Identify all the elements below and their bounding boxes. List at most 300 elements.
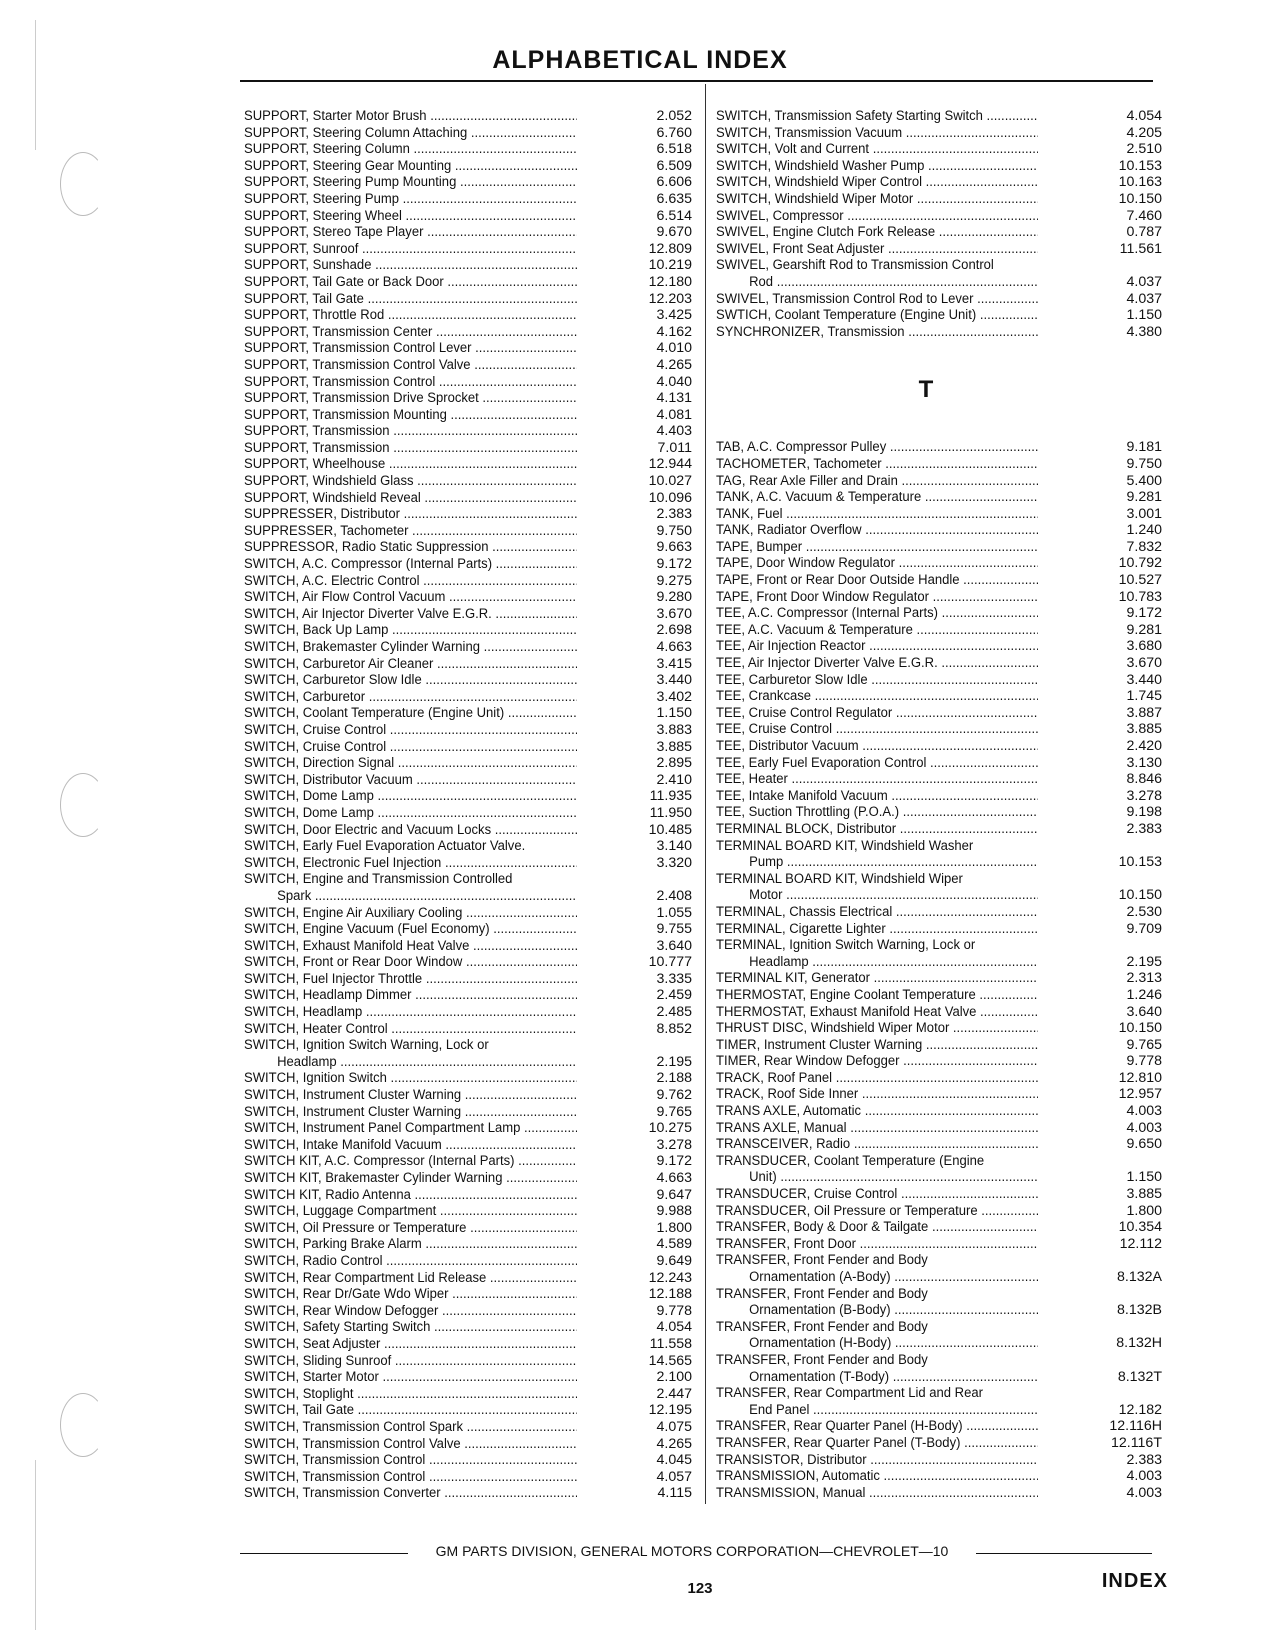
index-entry xyxy=(716,1153,1166,1170)
title-rule xyxy=(240,80,1153,82)
index-entry-label: Headlamp ..... xyxy=(716,954,1038,971)
index-entry xyxy=(716,506,1166,523)
index-entry-page: 2.530 xyxy=(1126,903,1162,920)
index-entry-label: TRANSISTOR, Distributor ..... xyxy=(716,1452,1038,1469)
index-entry-page: 1.246 xyxy=(1126,986,1162,1003)
index-entry-page: 6.606 xyxy=(656,174,692,191)
index-entry-label: SUPPRESSER, Tachometer ..... xyxy=(244,523,577,540)
index-entry-page: 12.957 xyxy=(1118,1086,1162,1103)
index-entry-page xyxy=(1066,1319,1166,1336)
index-entry-page xyxy=(1066,1286,1166,1303)
index-entry xyxy=(716,854,1166,871)
index-entry-label: SWITCH, Radio Control ..... xyxy=(244,1253,577,1270)
index-entry-label: SWITCH, A.C. Electric Control ..... xyxy=(244,573,577,590)
index-entry xyxy=(716,539,1166,556)
index-entry xyxy=(716,887,1166,904)
index-column-right xyxy=(716,108,1166,1501)
index-entry-label: TEE, Cruise Control ..... xyxy=(716,721,1038,738)
index-entry-page: 1.240 xyxy=(1126,522,1162,539)
index-entry-label: TAG, Rear Axle Filler and Drain ..... xyxy=(716,473,1038,490)
index-entry xyxy=(716,439,1166,456)
index-entry xyxy=(716,821,1166,838)
index-entry-page: 8.132A xyxy=(1117,1269,1162,1285)
index-entry-label: SWIVEL, Gearshift Rod to Transmission Control xyxy=(716,257,994,274)
index-entry-label: Spark ..... xyxy=(244,888,577,905)
index-entry xyxy=(716,1136,1166,1153)
index-entry-label: SWITCH, Instrument Cluster Warning ..... xyxy=(244,1104,577,1121)
index-entry-label: TRANS AXLE, Automatic ..... xyxy=(716,1103,1038,1120)
index-entry-label: THERMOSTAT, Engine Coolant Temperature ..... xyxy=(716,987,1038,1004)
punch-hole-top xyxy=(60,152,106,216)
index-entry xyxy=(716,473,1166,490)
index-entry-page: 10.275 xyxy=(648,1120,692,1137)
index-entry-label: SWITCH, Transmission Vacuum ..... xyxy=(716,125,1038,142)
index-entry xyxy=(716,1402,1166,1419)
index-entry-label: SWITCH, Rear Compartment Lid Release ..... xyxy=(244,1270,577,1287)
index-entry xyxy=(244,1137,696,1154)
index-entry-label: TAPE, Front Door Window Regulator ..... xyxy=(716,589,1038,606)
index-entry xyxy=(244,1303,696,1320)
index-entry xyxy=(244,390,696,407)
index-entry-label: SUPPORT, Windshield Reveal ..... xyxy=(244,490,577,507)
index-entry-page: 9.647 xyxy=(656,1186,692,1203)
index-entry xyxy=(244,257,696,274)
index-entry-label: SUPPORT, Sunshade ..... xyxy=(244,257,577,274)
index-entry-label: TRANSFER, Front Fender and Body xyxy=(716,1318,928,1335)
index-entry-label: TEE, A.C. Compressor (Internal Parts) ..... xyxy=(716,605,1038,622)
index-entry xyxy=(716,755,1166,772)
index-entry-label: TEE, Air Injection Reactor ..... xyxy=(716,638,1038,655)
index-entry-label: SWITCH, Ignition Switch ..... xyxy=(244,1070,577,1087)
index-entry-page: 10.792 xyxy=(1118,555,1162,572)
index-entry xyxy=(716,871,1166,888)
index-entry xyxy=(716,1037,1166,1054)
index-entry-page: 1.150 xyxy=(1126,1169,1162,1186)
index-entry-page: 2.447 xyxy=(656,1385,692,1402)
index-entry-label: SWITCH, Back Up Lamp ..... xyxy=(244,622,577,639)
index-entry-page: 9.172 xyxy=(656,1153,692,1170)
index-entry xyxy=(716,1070,1166,1087)
index-entry-label: TRACK, Roof Panel ..... xyxy=(716,1070,1038,1087)
index-entry-page: 4.003 xyxy=(1126,1103,1162,1120)
index-entry xyxy=(244,208,696,225)
index-entry-label: SWITCH, Transmission Control Valve ..... xyxy=(244,1436,577,1453)
index-entry-page: 1.745 xyxy=(1126,688,1162,705)
index-entry-label: SWITCH, Air Injector Diverter Valve E.G.R. ..... xyxy=(244,606,577,623)
index-entry-label: SWITCH, Ignition Switch Warning, Lock or xyxy=(244,1037,489,1054)
index-entry-label: SWITCH, Windshield Wiper Motor ..... xyxy=(716,191,1038,208)
index-entry xyxy=(244,191,696,208)
index-entry xyxy=(244,440,696,457)
index-entry-page: 3.320 xyxy=(656,854,692,871)
index-entry xyxy=(244,1070,696,1087)
index-entry-page: 9.172 xyxy=(656,556,692,573)
index-entry-label: SWITCH, Engine Air Auxiliary Cooling ..... xyxy=(244,905,577,922)
index-entry xyxy=(244,523,696,540)
index-entry-label: SWITCH, Transmission Converter ..... xyxy=(244,1485,577,1502)
index-entry-page: 10.783 xyxy=(1118,588,1162,605)
index-entry-page: 1.800 xyxy=(1126,1202,1162,1219)
index-entry xyxy=(716,622,1166,639)
index-entry xyxy=(716,1369,1166,1386)
index-entry-label: SWITCH, Seat Adjuster ..... xyxy=(244,1336,577,1353)
index-entry-label: SWITCH, Headlamp Dimmer ..... xyxy=(244,987,577,1004)
index-entry xyxy=(716,1020,1166,1037)
index-entry-label: SUPPORT, Starter Motor Brush ..... xyxy=(244,108,577,125)
index-entry xyxy=(244,174,696,191)
index-entry xyxy=(244,374,696,391)
page-title: ALPHABETICAL INDEX xyxy=(492,46,788,74)
index-entry xyxy=(244,1021,696,1038)
index-entry-page: 10.777 xyxy=(648,954,692,971)
index-entry-label: SWITCH, Heater Control ..... xyxy=(244,1021,577,1038)
index-entry-page: 10.150 xyxy=(1118,190,1162,207)
index-entry xyxy=(244,1402,696,1419)
index-entry-label: SWITCH, Carburetor Air Cleaner ..... xyxy=(244,656,577,673)
index-entry-label: TEE, Suction Throttling (P.O.A.) ..... xyxy=(716,804,1038,821)
index-entry xyxy=(244,772,696,789)
index-entry-page: 2.408 xyxy=(656,887,692,904)
index-entry-page: 10.485 xyxy=(648,821,692,838)
index-entry xyxy=(244,987,696,1004)
index-entry-page: 9.280 xyxy=(656,589,692,606)
index-entry xyxy=(244,739,696,756)
index-entry xyxy=(244,141,696,158)
index-entry-label: SWIVEL, Compressor ..... xyxy=(716,208,1038,225)
index-entry-page: 6.509 xyxy=(656,157,692,174)
index-entry xyxy=(244,556,696,573)
index-entry-page: 3.001 xyxy=(1126,505,1162,522)
index-entry xyxy=(244,1386,696,1403)
index-entry xyxy=(716,1004,1166,1021)
footer-rule xyxy=(240,1553,408,1554)
index-entry-label: SUPPORT, Tail Gate or Back Door ..... xyxy=(244,274,577,291)
index-entry-label: SWITCH, Distributor Vacuum ..... xyxy=(244,772,577,789)
index-entry-label: TERMINAL BOARD KIT, Windshield Wiper xyxy=(716,870,963,887)
index-entry-label: SUPPORT, Sunroof ..... xyxy=(244,241,577,258)
index-entry-label: TEE, Distributor Vacuum ..... xyxy=(716,738,1038,755)
index-entry xyxy=(716,1120,1166,1137)
index-entry-page: 9.750 xyxy=(1126,455,1162,472)
index-entry-label: SWITCH KIT, A.C. Compressor (Internal Parts) ..... xyxy=(244,1153,577,1170)
index-entry-page: 9.275 xyxy=(656,572,692,589)
index-entry xyxy=(244,1054,696,1071)
index-entry-label: SWITCH, Dome Lamp ..... xyxy=(244,805,577,822)
index-entry xyxy=(716,1418,1166,1435)
index-entry-label: SUPPORT, Transmission Center ..... xyxy=(244,324,577,341)
index-entry-page: 4.037 xyxy=(1126,290,1162,307)
index-entry-label: Ornamentation (H-Body) ..... xyxy=(716,1335,1038,1352)
index-entry-page: 8.132T xyxy=(1117,1368,1162,1385)
index-entry xyxy=(244,689,696,706)
index-entry-page: 4.075 xyxy=(656,1418,692,1435)
index-entry xyxy=(244,1286,696,1303)
index-entry-label: TRANS AXLE, Manual ..... xyxy=(716,1120,1038,1137)
index-entry xyxy=(244,921,696,938)
index-entry xyxy=(716,522,1166,539)
index-entry-page: 4.037 xyxy=(1126,273,1162,290)
index-entry-label: TERMINAL, Chassis Electrical ..... xyxy=(716,904,1038,921)
index-entry-label: TRANSMISSION, Automatic ..... xyxy=(716,1468,1038,1485)
index-entry-page: 9.670 xyxy=(656,224,692,241)
index-entry-page: 2.052 xyxy=(656,108,692,124)
index-entry xyxy=(244,407,696,424)
index-entry-label: SWITCH KIT, Brakemaster Cylinder Warning ..... xyxy=(244,1170,577,1187)
index-entry xyxy=(716,672,1166,689)
index-entry-label: SWITCH KIT, Radio Antenna ..... xyxy=(244,1187,577,1204)
index-entry-page: 4.054 xyxy=(1126,108,1162,124)
index-entry xyxy=(716,1302,1166,1319)
index-entry-label: TRANSCEIVER, Radio ..... xyxy=(716,1136,1038,1153)
index-entry-label: Rod ..... xyxy=(716,274,1038,291)
index-entry-page: 3.883 xyxy=(656,721,692,738)
index-entry xyxy=(716,688,1166,705)
index-entry-label: TEE, Carburetor Slow Idle ..... xyxy=(716,672,1038,689)
index-entry-label: SWITCH, Windshield Washer Pump ..... xyxy=(716,158,1038,175)
index-entry xyxy=(244,1170,696,1187)
index-entry xyxy=(244,1469,696,1486)
index-entry-page: 10.027 xyxy=(648,473,692,490)
index-group-s xyxy=(716,108,1166,340)
index-entry xyxy=(244,224,696,241)
index-entry xyxy=(716,1169,1166,1186)
index-entry xyxy=(716,141,1166,158)
index-entry-page: 9.765 xyxy=(1126,1036,1162,1053)
index-entry-page xyxy=(1066,1153,1166,1170)
index-entry-label: THRUST DISC, Windshield Wiper Motor ..... xyxy=(716,1020,1038,1037)
punch-hole-bottom xyxy=(60,1393,106,1457)
index-entry-label: SUPPORT, Steering Pump ..... xyxy=(244,191,577,208)
index-entry-label: Ornamentation (A-Body) ..... xyxy=(716,1269,1038,1286)
index-entry xyxy=(716,1452,1166,1469)
index-entry-page: 6.514 xyxy=(656,207,692,224)
edge-mark xyxy=(35,20,36,150)
index-entry xyxy=(244,539,696,556)
index-entry-label: TRANSDUCER, Coolant Temperature (Engine xyxy=(716,1152,985,1169)
index-entry xyxy=(716,174,1166,191)
index-entry-page: 8.846 xyxy=(1126,771,1162,788)
index-entry xyxy=(244,905,696,922)
index-entry xyxy=(716,954,1166,971)
index-entry-label: TERMINAL, Ignition Switch Warning, Lock or xyxy=(716,937,976,954)
index-entry-page: 2.100 xyxy=(656,1369,692,1386)
index-entry-label: SWITCH, Cruise Control ..... xyxy=(244,722,577,739)
index-entry xyxy=(716,489,1166,506)
index-entry-page: 9.172 xyxy=(1126,605,1162,622)
index-entry xyxy=(244,1270,696,1287)
index-entry-label: SWITCH, Carburetor ..... xyxy=(244,689,577,706)
index-entry-page: 4.003 xyxy=(1126,1468,1162,1485)
index-entry-page: 2.383 xyxy=(656,506,692,523)
index-entry-label: TEE, Cruise Control Regulator ..... xyxy=(716,705,1038,722)
index-entry-page: 12.116T xyxy=(1110,1434,1162,1451)
index-entry-page: 4.265 xyxy=(656,356,692,373)
index-entry xyxy=(244,158,696,175)
index-entry-page xyxy=(1066,1352,1166,1369)
index-entry-page: 4.162 xyxy=(656,323,692,340)
index-entry-label: THERMOSTAT, Exhaust Manifold Heat Valve ..... xyxy=(716,1004,1038,1021)
index-entry xyxy=(244,838,696,855)
index-entry-page: 4.663 xyxy=(656,1170,692,1186)
index-entry-page: 12.195 xyxy=(648,1402,692,1419)
index-entry-page: 4.010 xyxy=(656,340,692,357)
index-entry-label: SWITCH, Engine Vacuum (Fuel Economy) ..... xyxy=(244,921,577,938)
index-entry-page xyxy=(606,871,696,888)
column-divider xyxy=(705,84,706,1504)
index-entry xyxy=(244,1419,696,1436)
index-entry xyxy=(244,1203,696,1220)
index-entry-label: SWITCH, Oil Pressure or Temperature ..... xyxy=(244,1220,577,1237)
index-entry-page: 12.810 xyxy=(1118,1069,1162,1086)
index-entry-label: TRANSFER, Front Fender and Body xyxy=(716,1351,928,1368)
index-entry-page: 12.180 xyxy=(648,273,692,290)
edge-mark xyxy=(35,1460,36,1630)
index-entry-label: SWITCH, Sliding Sunroof ..... xyxy=(244,1353,577,1370)
index-entry xyxy=(244,340,696,357)
index-entry-label: TEE, Air Injector Diverter Valve E.G.R. ..... xyxy=(716,655,1038,672)
index-entry xyxy=(716,1385,1166,1402)
index-entry-page: 2.510 xyxy=(1126,141,1162,158)
index-entry xyxy=(716,456,1166,473)
index-entry-page: 3.885 xyxy=(656,738,692,755)
index-entry-page: 3.885 xyxy=(1126,721,1162,738)
index-entry-page: 11.558 xyxy=(649,1335,692,1352)
index-entry xyxy=(716,274,1166,291)
index-entry-page xyxy=(1066,1252,1166,1269)
index-entry-label: SWITCH, Stoplight ..... xyxy=(244,1386,577,1403)
index-entry-page: 9.281 xyxy=(1126,621,1162,638)
index-entry xyxy=(716,191,1166,208)
index-entry-label: SWITCH, Safety Starting Switch ..... xyxy=(244,1319,577,1336)
index-entry-page: 3.440 xyxy=(656,672,692,689)
index-entry-page: 10.096 xyxy=(648,489,692,506)
footer-publisher: GM PARTS DIVISION, GENERAL MOTORS CORPORATION—CHEVROLET—10 xyxy=(435,1543,949,1559)
index-entry-page: 10.150 xyxy=(1118,887,1162,904)
index-entry-label: SWITCH, Door Electric and Vacuum Locks ..... xyxy=(244,822,577,839)
index-entry-label: SWITCH, Dome Lamp ..... xyxy=(244,788,577,805)
index-entry-page: 1.150 xyxy=(656,705,692,722)
index-entry-label: SUPPORT, Transmission Mounting ..... xyxy=(244,407,577,424)
index-entry xyxy=(716,1485,1166,1502)
index-entry-page: 3.425 xyxy=(656,307,692,324)
index-entry xyxy=(716,291,1166,308)
index-entry-page: 7.460 xyxy=(1126,207,1162,224)
index-entry-label: Headlamp ..... xyxy=(244,1054,577,1071)
index-entry xyxy=(716,1319,1166,1336)
index-entry-page: 4.081 xyxy=(656,406,692,423)
index-entry-label: SWITCH, Coolant Temperature (Engine Unit) ..... xyxy=(244,705,577,722)
index-entry-label: SWITCH, Air Flow Control Vacuum ..... xyxy=(244,589,577,606)
index-entry-label: TIMER, Instrument Cluster Warning ..... xyxy=(716,1037,1038,1054)
index-entry-page: 9.181 xyxy=(1126,439,1162,456)
index-entry xyxy=(716,224,1166,241)
index-entry xyxy=(716,1435,1166,1452)
index-entry xyxy=(244,672,696,689)
index-entry xyxy=(716,1203,1166,1220)
index-entry-page: 1.150 xyxy=(1126,307,1162,324)
index-entry-page: 3.278 xyxy=(656,1136,692,1153)
index-entry-label: SWITCH, Volt and Current ..... xyxy=(716,141,1038,158)
index-entry-page: 3.670 xyxy=(1126,655,1162,672)
index-entry xyxy=(716,307,1166,324)
index-entry xyxy=(244,1353,696,1370)
index-entry-page: 9.750 xyxy=(656,522,692,539)
index-entry xyxy=(244,125,696,142)
index-entry-label: TRANSFER, Front Door ..... xyxy=(716,1236,1038,1253)
index-entry-label: SWITCH, Parking Brake Alarm ..... xyxy=(244,1236,577,1253)
index-entry xyxy=(716,1086,1166,1103)
index-entry xyxy=(716,158,1166,175)
index-entry-label: SWTICH, Coolant Temperature (Engine Unit) ..... xyxy=(716,307,1038,324)
index-entry-label: TRACK, Roof Side Inner ..... xyxy=(716,1086,1038,1103)
index-entry xyxy=(244,1369,696,1386)
index-entry-page: 3.680 xyxy=(1126,638,1162,655)
index-entry-label: SWIVEL, Front Seat Adjuster ..... xyxy=(716,241,1038,258)
index-entry xyxy=(716,1335,1166,1352)
index-entry xyxy=(244,755,696,772)
index-entry xyxy=(244,573,696,590)
index-entry-page: 4.003 xyxy=(1126,1119,1162,1136)
page-number: 123 xyxy=(687,1580,713,1597)
index-entry-page: 10.153 xyxy=(1118,854,1162,871)
index-entry-page: 3.640 xyxy=(1126,1003,1162,1020)
index-entry-page: 4.589 xyxy=(656,1236,692,1253)
index-entry-page: 12.188 xyxy=(648,1286,692,1303)
index-entry-label: SWITCH, Transmission Control Spark ..... xyxy=(244,1419,577,1436)
index-entry xyxy=(716,1286,1166,1303)
index-entry-label: TRANSFER, Front Fender and Body xyxy=(716,1252,928,1269)
index-entry-page: 12.243 xyxy=(648,1269,692,1286)
index-entry-page xyxy=(1066,1385,1166,1402)
index-entry-label: SWITCH, Tail Gate ..... xyxy=(244,1402,577,1419)
index-entry xyxy=(244,1485,696,1502)
index-entry-page: 4.057 xyxy=(656,1468,692,1485)
index-entry-label: SUPPRESSOR, Radio Static Suppression ..... xyxy=(244,539,577,556)
index-entry-label: SWITCH, Electronic Fuel Injection ..... xyxy=(244,855,577,872)
index-entry xyxy=(244,473,696,490)
index-entry-page: 4.131 xyxy=(656,390,692,407)
index-entry xyxy=(244,490,696,507)
index-entry-page: 9.755 xyxy=(656,921,692,938)
index-entry-label: TRANSDUCER, Cruise Control ..... xyxy=(716,1186,1038,1203)
index-entry xyxy=(244,1153,696,1170)
index-entry-label: SUPPORT, Transmission Control Lever ..... xyxy=(244,340,577,357)
index-entry-page xyxy=(1066,871,1166,888)
index-entry-label: SWITCH, Intake Manifold Vacuum ..... xyxy=(244,1137,577,1154)
index-entry-label: TRANSDUCER, Oil Pressure or Temperature ..... xyxy=(716,1203,1038,1220)
index-entry xyxy=(244,639,696,656)
index-entry-page: 10.527 xyxy=(1118,572,1162,589)
index-entry-label: TERMINAL, Cigarette Lighter ..... xyxy=(716,921,1038,938)
index-entry xyxy=(716,1236,1166,1253)
index-entry xyxy=(244,1319,696,1336)
index-entry xyxy=(244,1004,696,1021)
index-entry-page: 6.518 xyxy=(656,141,692,158)
index-entry-page: 9.762 xyxy=(656,1087,692,1104)
index-entry-label: TANK, A.C. Vacuum & Temperature ..... xyxy=(716,489,1038,506)
index-entry xyxy=(244,606,696,623)
index-entry-label: SWITCH, Engine and Transmission Controlled xyxy=(244,871,513,888)
punch-hole-middle xyxy=(60,773,106,837)
index-entry xyxy=(244,971,696,988)
index-entry xyxy=(716,655,1166,672)
index-entry xyxy=(716,705,1166,722)
index-entry-page: 11.950 xyxy=(649,804,692,821)
index-entry xyxy=(244,423,696,440)
index-entry-label: TEE, A.C. Vacuum & Temperature ..... xyxy=(716,622,1038,639)
index-entry xyxy=(244,1104,696,1121)
index-entry-page: 4.040 xyxy=(656,373,692,390)
